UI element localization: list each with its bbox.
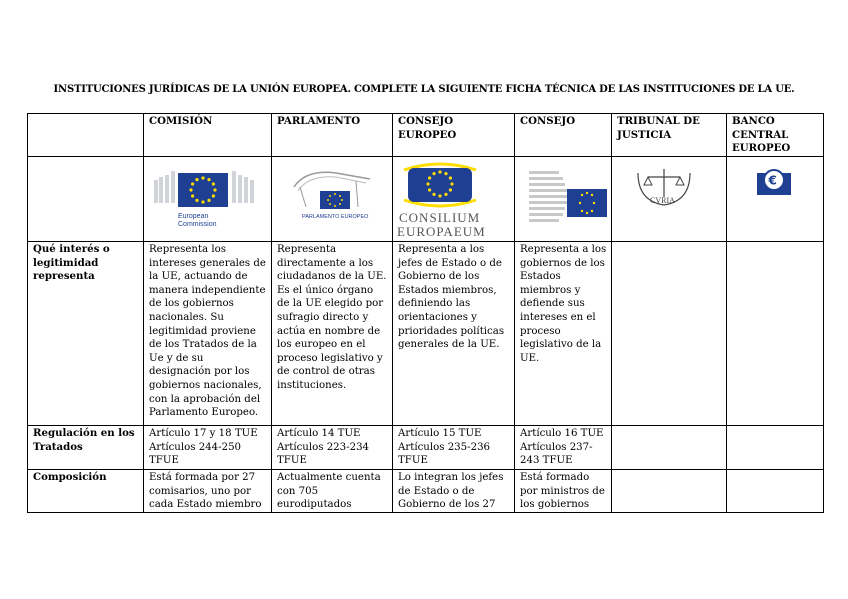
cell-parlamento-interes: Representa directamente a los ciudadanos de la UE. Es el único órgano de la UE elegido por sufragio directo y actúa en nombre de los europeo en el proceso legislativo y de control de otras instituciones. [272, 242, 393, 426]
institutions-table [27, 113, 824, 513]
consilium-logo-text-2: EUROPAEUM [397, 224, 486, 239]
row-label-interes: Qué interés o legitimidad representa [28, 242, 144, 426]
cell-comision-regulacion: Artículo 17 y 18 TUE Artículos 244-250 TFUE [144, 426, 272, 470]
consilium-logo-text-1: CONSILIUM [399, 210, 481, 225]
commission-logo-text-2: Commission [178, 221, 217, 228]
logo-empty [28, 157, 144, 242]
cell-bce-regulacion [727, 426, 824, 470]
cell-consejo-regulacion: Artículo 16 TUE Artículos 237-243 TFUE [515, 426, 612, 470]
page-title: INSTITUCIONES JURÍDICAS DE LA UNIÓN EUROPEA. COMPLETE LA SIGUIENTE FICHA TÉCNICA DE LAS INSTITUCIONES DE LA UE. [53, 84, 795, 95]
cell-comision-composicion: Está formada por 27 comisarios, uno por cada Estado miembro [144, 470, 272, 513]
council-logo [527, 171, 609, 233]
logo-row [28, 157, 824, 242]
header-consejo-europeo: CONSEJO EUROPEO [393, 114, 515, 157]
cell-tribunal-interes [612, 242, 727, 426]
cell-consejo-europeo-interes: Representa a los jefes de Estado o de Gobierno de los Estados miembros, definiendo las orientaciones y prioridades políticas generales de la UE. [393, 242, 515, 426]
table-row [28, 242, 824, 426]
tribunal-logo-cell [612, 157, 727, 242]
row-label-composicion: Composición [28, 470, 144, 513]
commission-logo [154, 165, 264, 235]
bce-logo [755, 167, 795, 199]
cell-consejo-europeo-composicion: Lo integran los jefes de Estado o de Gobierno de los 27 [393, 470, 515, 513]
cell-parlamento-regulacion: Artículo 14 TUE Artículos 223-234 TFUE [272, 426, 393, 470]
cell-consejo-composicion: Está formado por ministros de los gobiernos [515, 470, 612, 513]
cell-bce-composicion [727, 470, 824, 513]
header-empty [28, 114, 144, 157]
commission-logo-text-1: European [178, 213, 209, 220]
header-parlamento: PARLAMENTO [272, 114, 393, 157]
parliament-logo [286, 165, 386, 225]
consejo-europeo-logo-cell [393, 157, 515, 242]
header-row [28, 114, 824, 157]
consilium-logo [396, 160, 514, 240]
cell-consejo-interes: Representa a los gobiernos de los Estados miembros y defiende sus intereses en el proceso legislativo de la UE. [515, 242, 612, 426]
parliament-logo-text: PARLAMENTO EUROPEO [302, 214, 369, 220]
consejo-logo-cell [515, 157, 612, 242]
header-tribunal: TRIBUNAL DE JUSTICIA [612, 114, 727, 157]
cell-parlamento-composicion: Actualmente cuenta con 705 eurodiputados [272, 470, 393, 513]
cell-comision-interes: Representa los intereses generales de la UE, actuando de manera independiente de los gobiernos nacionales. Su legitimidad proviene de los Tratados de la Ue y de su designación por los gobiernos nacionales, con la aprobación del Parlamento Europeo. [144, 242, 272, 426]
table-row [28, 426, 824, 470]
commission-logo-cell [144, 157, 272, 242]
header-bce: BANCO CENTRAL EUROPEO [727, 114, 824, 157]
header-comision: COMISIÓN [144, 114, 272, 157]
cell-bce-interes [727, 242, 824, 426]
parliament-logo-cell [272, 157, 393, 242]
row-label-regulacion: Regulación en los Tratados [28, 426, 144, 470]
table-row [28, 470, 824, 513]
cvria-logo-text: CVRIA [650, 196, 675, 205]
cell-tribunal-regulacion [612, 426, 727, 470]
cell-consejo-europeo-regulacion: Artículo 15 TUE Artículos 235-236 TFUE [393, 426, 515, 470]
bce-logo-cell [727, 157, 824, 242]
cvria-logo [634, 165, 694, 209]
cell-tribunal-composicion [612, 470, 727, 513]
bce-euro-symbol: € [768, 173, 777, 188]
header-consejo: CONSEJO [515, 114, 612, 157]
